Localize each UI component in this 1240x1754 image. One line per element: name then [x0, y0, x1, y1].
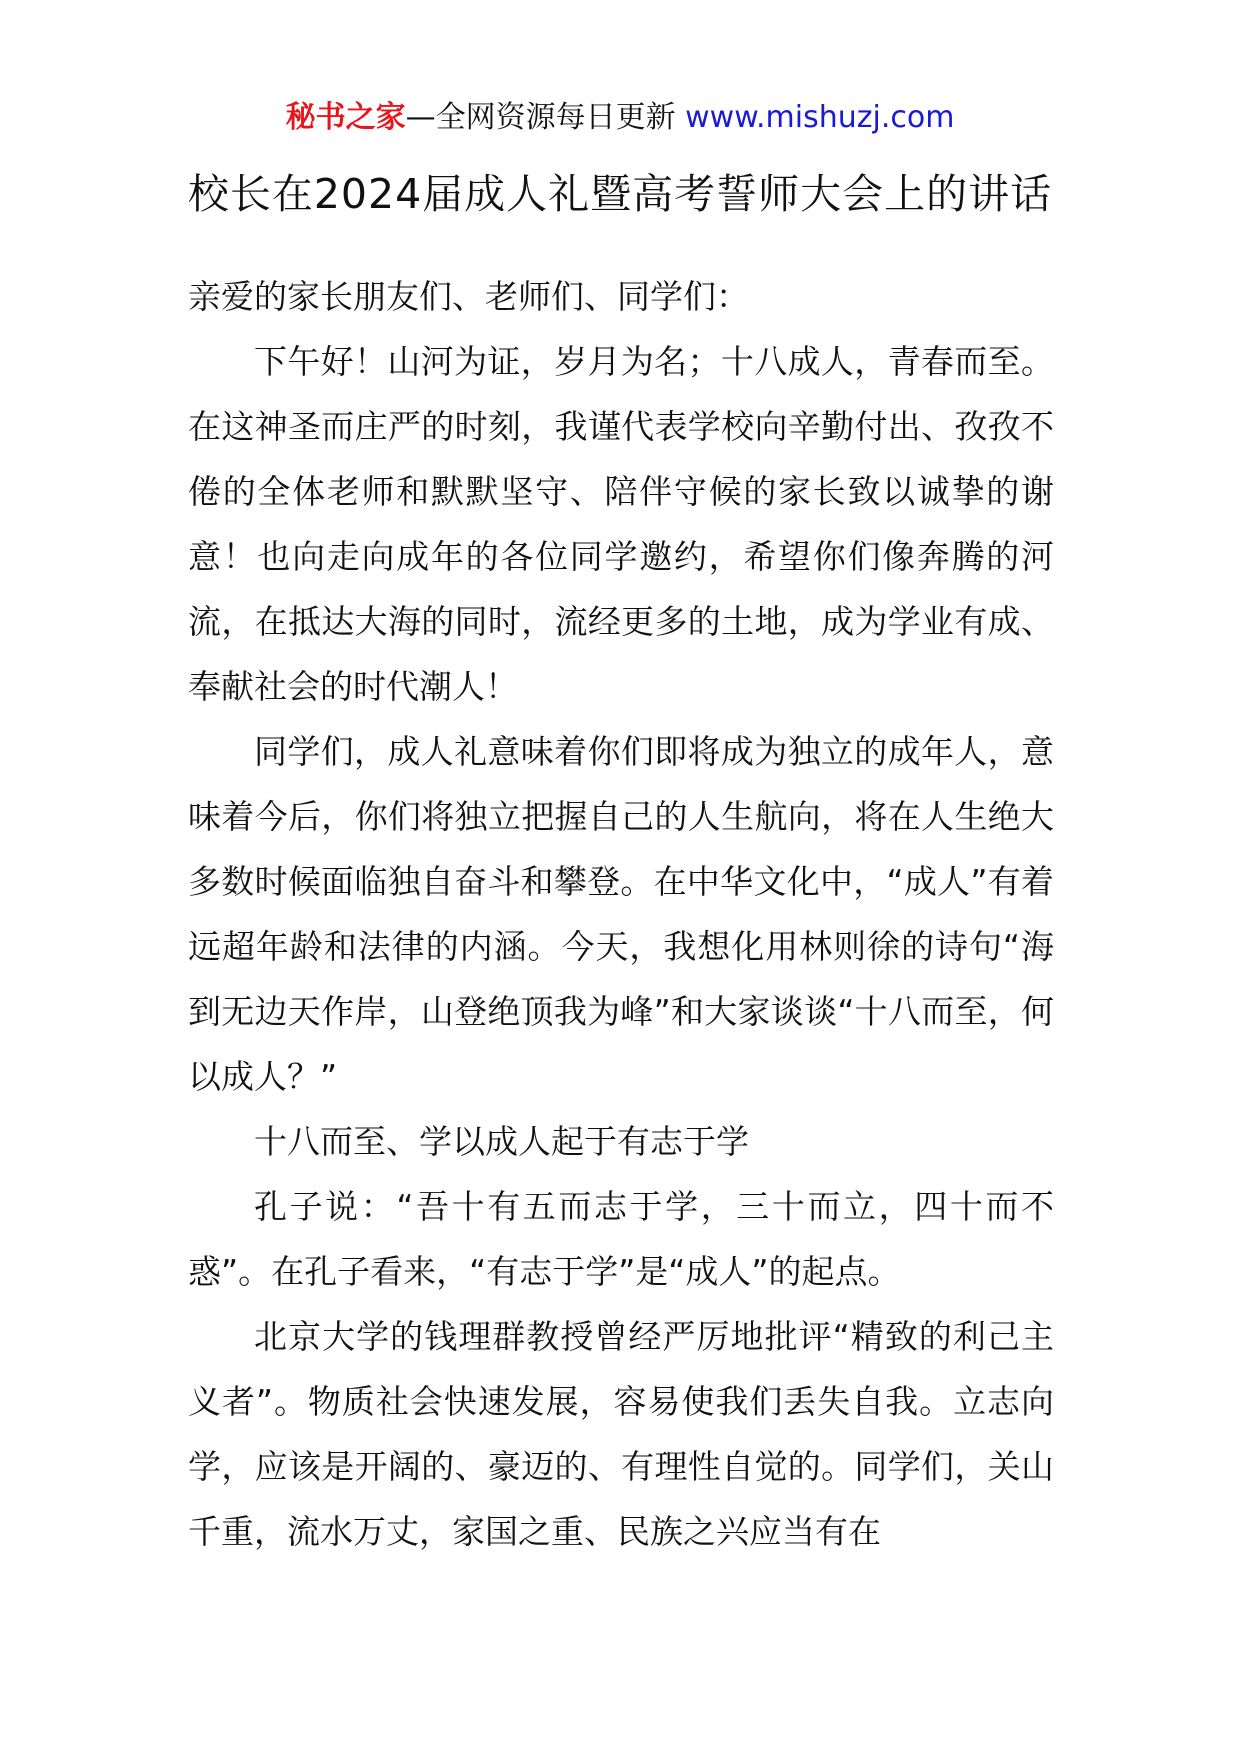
paragraph: 孔子说：“吾十有五而志于学，三十而立，四十而不惑”。在孔子看来，“有志于学”是“成人”的起点。: [188, 1187, 1054, 1291]
site-header: [0, 98, 1240, 138]
section-heading: 十八而至、学以成人起于有志于学: [254, 1122, 749, 1161]
site-tagline: —全网资源每日更新: [405, 100, 676, 135]
paragraph: 下午好！山河为证，岁月为名；十八成人，青春而至。在这神圣而庄严的时刻，我谨代表学校向辛勤付出、孜孜不倦的全体老师和默默坚守、陪伴守候的家长致以诚挚的谢意！也向走向成年的各位同学邀约，希望你们像奔腾的河流，在抵达大海的同时，流经更多的土地，成为学业有成、奉献社会的时代潮人！: [188, 342, 1054, 706]
site-brand: 秘书之家: [285, 100, 406, 135]
site-url-link[interactable]: www.mishuzj.com: [685, 100, 955, 135]
salutation: 亲爱的家长朋友们、老师们、同学们：: [188, 277, 749, 316]
paragraph: 北京大学的钱理群教授曾经严厉地批评“精致的利己主义者”。物质社会快速发展，容易使我们丢失自我。立志向学，应该是开阔的、豪迈的、有理性自觉的。同学们，关山千重，流水万丈，家国之重、民族之兴应当有在: [188, 1317, 1054, 1551]
document-body: [188, 264, 1054, 1564]
paragraph: 同学们，成人礼意味着你们即将成为独立的成年人，意味着今后，你们将独立把握自己的人生航向，将在人生绝大多数时候面临独自奋斗和攀登。在中华文化中，“成人”有着远超年龄和法律的内涵。今天，我想化用林则徐的诗句“海到无边天作岸，山登绝顶我为峰”和大家谈谈“十八而至，何以成人？”: [188, 732, 1054, 1096]
document-title: 校长在2024届成人礼暨高考誓师大会上的讲话: [187, 170, 1053, 218]
